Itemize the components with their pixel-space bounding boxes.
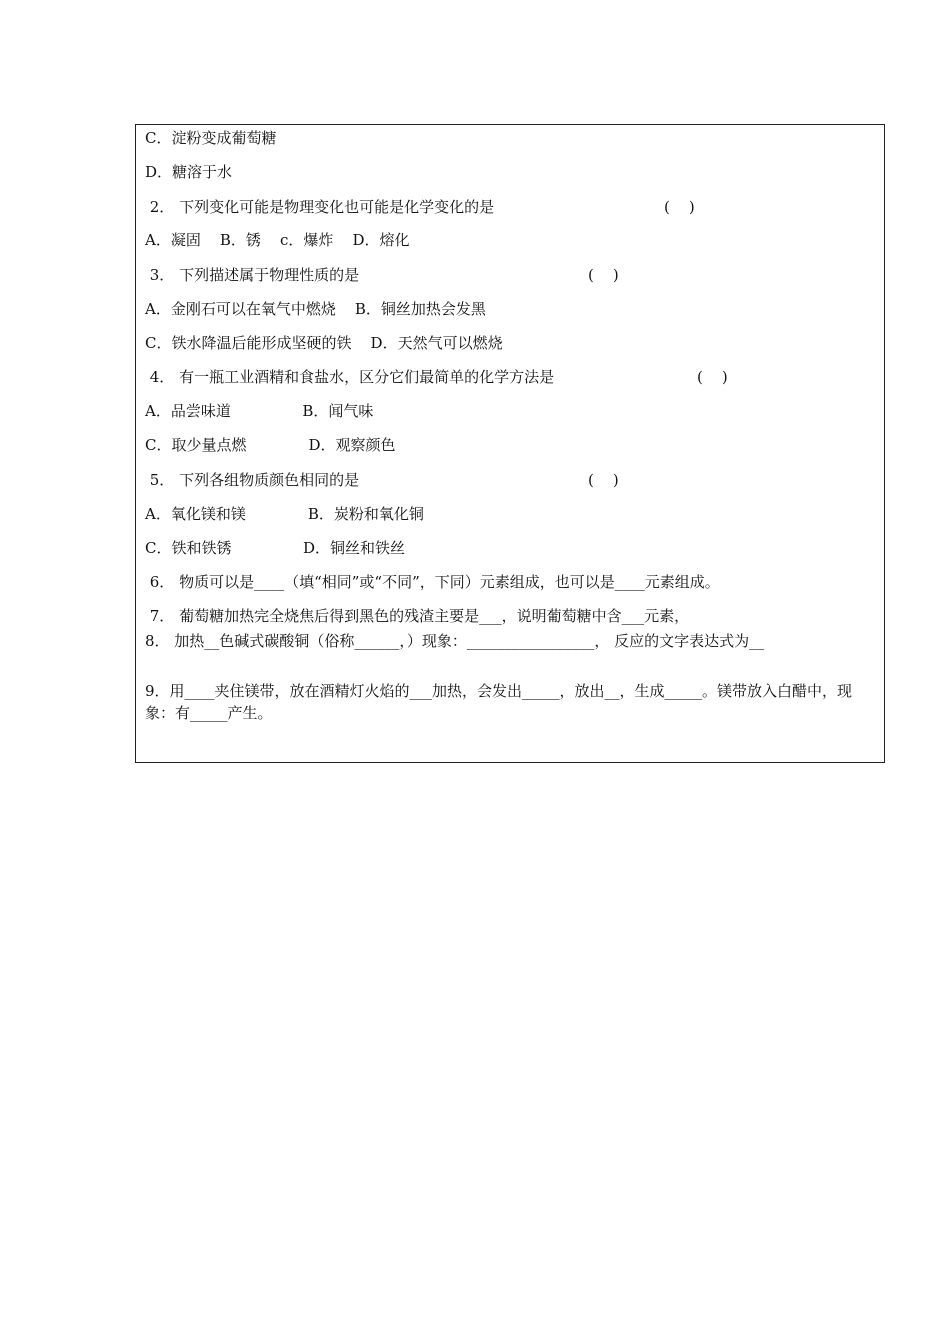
option-line: C．铁水降温后能形成坚硬的铁 D．天然气可以燃烧 [145,334,503,352]
question-box [135,124,885,763]
question-7: 7． 葡萄糖加热完全烧焦后得到黑色的残渣主要是___，说明葡萄糖中含___元素， [145,607,690,625]
option-line: C．取少量点燃 D．观察颜色 [145,436,396,454]
question-5: 5． 下列各组物质颜色相同的是 [145,471,360,489]
option-line: A．氧化镁和镁 B．炭粉和氧化铜 [145,505,424,523]
question-9: 9．用____夹住镁带，放在酒精灯火焰的___加热，会发出_____，放出__，生成_____。镁带放入白醋中，现象：有_____产生。 [145,682,853,722]
answer-paren: ( ) [664,198,695,216]
option-line: A．凝固 B．锈 c．爆炸 D．熔化 [145,231,410,249]
option-line: A．品尝味道 B．闻气味 [145,402,374,420]
question-4: 4． 有一瓶工业酒精和食盐水，区分它们最简单的化学方法是 [145,368,555,386]
answer-paren: ( ) [588,266,619,284]
question-2: 2． 下列变化可能是物理变化也可能是化学变化的是 [145,198,495,216]
option-line: C．淀粉变成葡萄糖 [145,129,277,147]
answer-paren: ( ) [588,471,619,489]
option-line: D．糖溶于水 [145,163,233,181]
option-line: A．金刚石可以在氧气中燃烧 B．铜丝加热会发黑 [145,300,486,318]
answer-paren: ( ) [697,368,728,386]
question-8: 8． 加热__色碱式碳酸铜（俗称______，）现象：_________________， 反应的文字表达式为__ [145,632,765,650]
question-3: 3． 下列描述属于物理性质的是 [145,266,360,284]
option-line: C．铁和铁锈 D．铜丝和铁丝 [145,539,406,557]
question-6: 6． 物质可以是____（填“相同”或“不同”，下同）元素组成，也可以是____元素组成。 [145,573,720,591]
